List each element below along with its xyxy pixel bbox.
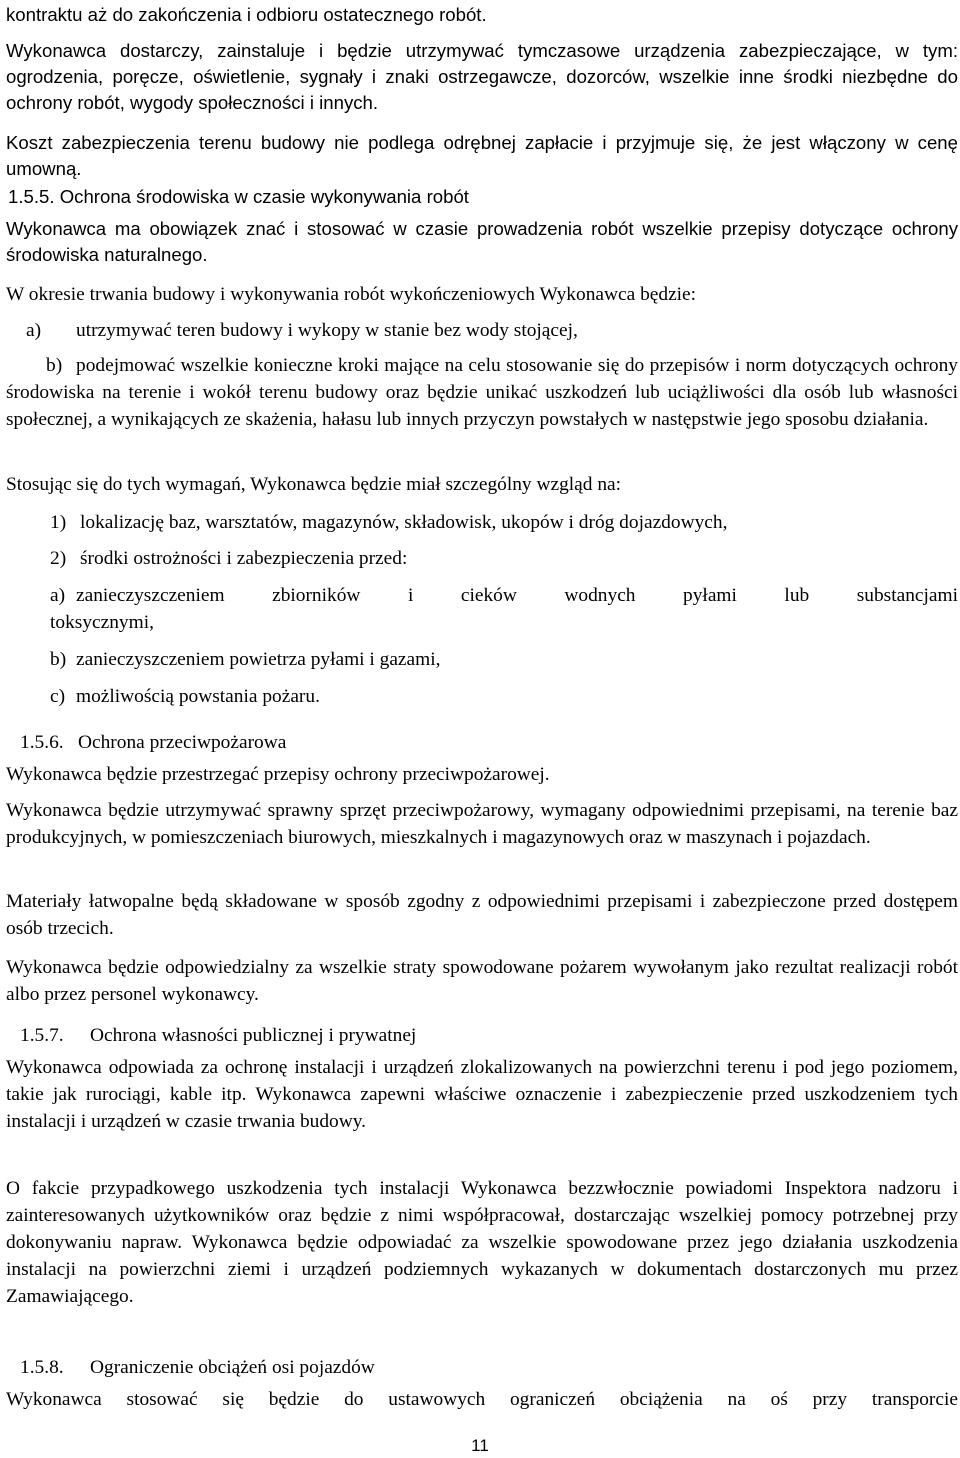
section-heading-1-5-5 — [6, 184, 958, 210]
paragraph: Materiały łatwopalne będą składowane w sposób zgodny z odpowiednimi przepisami i zabezpieczone przed dostępem osób trzecich. — [6, 891, 958, 939]
list-text: zanieczyszczeniem powietrza pyłami i gazami, — [76, 649, 441, 670]
section-number: 1.5.5. — [8, 186, 55, 207]
paragraph: Koszt zabezpieczenia terenu budowy nie podlega odrębnej zapłacie i przyjmuje się, że jest włączony w cenę umowną. — [6, 132, 958, 179]
paragraph: Wykonawca dostarczy, zainstaluje i będzie utrzymywać tymczasowe urządzenia zabezpieczające, w tym: ogrodzenia, poręcze, oświetlenie, sygnały i znaki ostrzegawcze, dozorców, wszelkie inne środki niezbędne do ochrony robót, wygody społeczności i innych. — [6, 40, 958, 113]
list-text: zanieczyszczeniem zbiorników i cieków wodnych pyłami lub substancjami — [76, 585, 958, 606]
list-label: a) — [26, 320, 42, 341]
paragraph: W okresie trwania budowy i wykonywania robót wykończeniowych Wykonawca będzie: — [6, 284, 697, 305]
section-title: Ochrona środowiska w czasie wykonywania robót — [59, 186, 469, 207]
paragraph: Stosując się do tych wymagań, Wykonawca będzie miał szczególny wzgląd na: — [6, 474, 622, 495]
section-number: 1.5.7. — [20, 1025, 64, 1046]
list-item — [6, 509, 958, 536]
list-text: podejmować wszelkie konieczne kroki mające na celu stosowanie się do przepisów i norm dotyczących ochrony środowiska na terenie i wokół terenu budowy oraz będzie unikać uszkodzeń lub uciążliwości dla osób lub własności społecznej, a wynikających ze skażenia, hałasu lub innych przyczyn powstałych w następstwie jego sposobu działania. — [6, 355, 958, 430]
paragraph: Wykonawca będzie odpowiedzialny za wszelkie straty spowodowane pożarem wywołanym jako rezultat realizacji robót albo przez personel wykonawcy. — [6, 957, 958, 1005]
section-title: Ochrona własności publicznej i prywatnej — [90, 1025, 417, 1046]
list-text: możliwością powstania pożaru. — [76, 686, 320, 707]
list-label: c) — [50, 686, 66, 707]
list-item — [6, 352, 958, 433]
section-heading-1-5-6 — [6, 729, 958, 756]
list-item — [6, 317, 958, 344]
list-text-continuation: toksycznymi, — [50, 612, 154, 633]
list-label: b) — [50, 649, 67, 670]
list-item — [6, 582, 958, 636]
list-text: utrzymywać teren budowy i wykopy w stanie bez wody stojącej, — [76, 320, 578, 341]
paragraph: Wykonawca będzie utrzymywać sprawny sprzęt przeciwpożarowy, wymagany odpowiednimi przepisami, na terenie baz produkcyjnych, w pomieszczeniach biurowych, mieszkalnych i magazynowych oraz w maszynach i pojazdach. — [6, 800, 958, 848]
page-number: 11 — [471, 1436, 489, 1455]
list-label: 2) — [50, 548, 67, 569]
list-item — [6, 683, 958, 710]
list-text: lokalizację baz, warsztatów, magazynów, składowisk, ukopów i dróg dojazdowych, — [80, 512, 728, 533]
section-heading-1-5-7 — [6, 1022, 958, 1049]
paragraph: kontraktu aż do zakończenia i odbioru ostatecznego robót. — [6, 4, 487, 25]
list-label: 1) — [50, 512, 67, 533]
paragraph: Wykonawca stosować się będzie do ustawowych ograniczeń obciążenia na oś przy transporcie — [6, 1389, 958, 1410]
section-title: Ochrona przeciwpożarowa — [78, 732, 287, 753]
paragraph: Wykonawca ma obowiązek znać i stosować w czasie prowadzenia robót wszelkie przepisy dotyczące ochrony środowiska naturalnego. — [6, 218, 958, 265]
paragraph: O fakcie przypadkowego uszkodzenia tych instalacji Wykonawca bezzwłocznie powiadomi Inspektora nadzoru i zainteresowanych użytkowników oraz będzie z nimi współpracował, dostarczając wszelkiej pomocy potrzebnej przy dokonywaniu napraw. Wykonawca będzie odpowiadać za wszelkie spowodowane przez jego działania uszkodzenia instalacji na powierzchni ziemi i urządzeń podziemnych wykazanych w dokumentach dostarczonych mu przez Zamawiającego. — [6, 1178, 958, 1307]
paragraph: Wykonawca będzie przestrzegać przepisy ochrony przeciwpożarowej. — [6, 764, 550, 785]
section-number: 1.5.8. — [20, 1357, 64, 1378]
list-text: środki ostrożności i zabezpieczenia przed: — [80, 548, 408, 569]
list-label: b) — [46, 355, 63, 376]
section-number: 1.5.6. — [20, 732, 64, 753]
list-label: a) — [50, 585, 66, 606]
paragraph: Wykonawca odpowiada za ochronę instalacji i urządzeń zlokalizowanych na powierzchni terenu i pod jego poziomem, takie jak rurociągi, kable itp. Wykonawca zapewni właściwe oznaczenie i zabezpieczenie przed uszkodzeniem tych instalacji i urządzeń w czasie trwania budowy. — [6, 1057, 958, 1132]
section-title: Ograniczenie obciążeń osi pojazdów — [90, 1357, 375, 1378]
list-item — [6, 545, 958, 572]
section-heading-1-5-8 — [6, 1354, 958, 1381]
list-item — [6, 646, 958, 673]
